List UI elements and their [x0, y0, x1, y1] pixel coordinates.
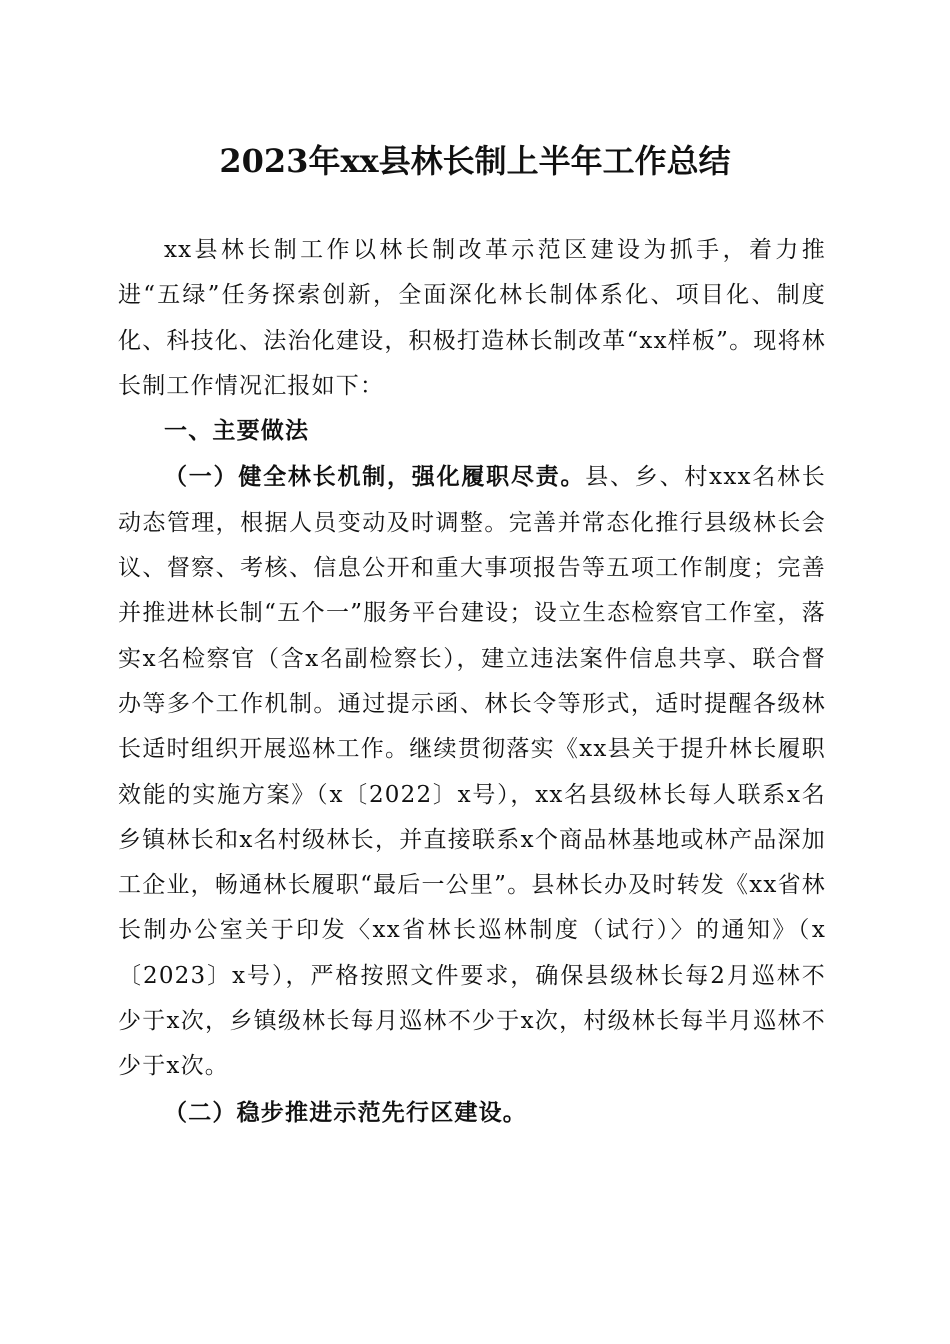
document-title: 2023年xx县林长制上半年工作总结: [219, 142, 731, 180]
document-body: [118, 228, 826, 1135]
item1-heading: （一）健全林长机制，强化履职尽责。: [164, 463, 586, 491]
intro-paragraph: xx县林长制工作以林长制改革示范区建设为抓手，着力推进“五绿”任务探索创新，全面深化林长制体系化、项目化、制度化、科技化、法治化建设，积极打造林长制改革“xx样板”。现将林长制工作情况汇报如下：: [118, 237, 826, 399]
item1-body: 县、乡、村xxx名林长动态管理，根据人员变动及时调整。完善并常态化推行县级林长会议、督察、考核、信息公开和重大事项报告等五项工作制度；完善并推进林长制“五个一”服务平台建设；设立生态检察官工作室，落实x名检察官（含x名副检察长），建立违法案件信息共享、联合督办等多个工作机制。通过提示函、林长令等形式，适时提醒各级林长适时组织开展巡林工作。继续贯彻落实《xx县关于提升林长履职效能的实施方案》（x〔2022〕x号），xx名县级林长每人联系x名乡镇林长和x名村级林长，并直接联系x个商品林基地或林产品深加工企业，畅通林长履职“最后一公里”。县林长办及时转发《xx省林长制办公室关于印发〈xx省林长巡林制度（试行）〉的通知》（x〔2023〕x号），严格按照文件要求，确保县级林长每2月巡林不少于x次，乡镇级林长每月巡林不少于x次，村级林长每半月巡林不少于x次。: [118, 464, 826, 1080]
section-heading-main-practices: 一、主要做法: [164, 418, 310, 445]
item1-paragraph: [118, 454, 826, 1089]
item2-heading: （二）稳步推进示范先行区建设。: [164, 1098, 527, 1126]
